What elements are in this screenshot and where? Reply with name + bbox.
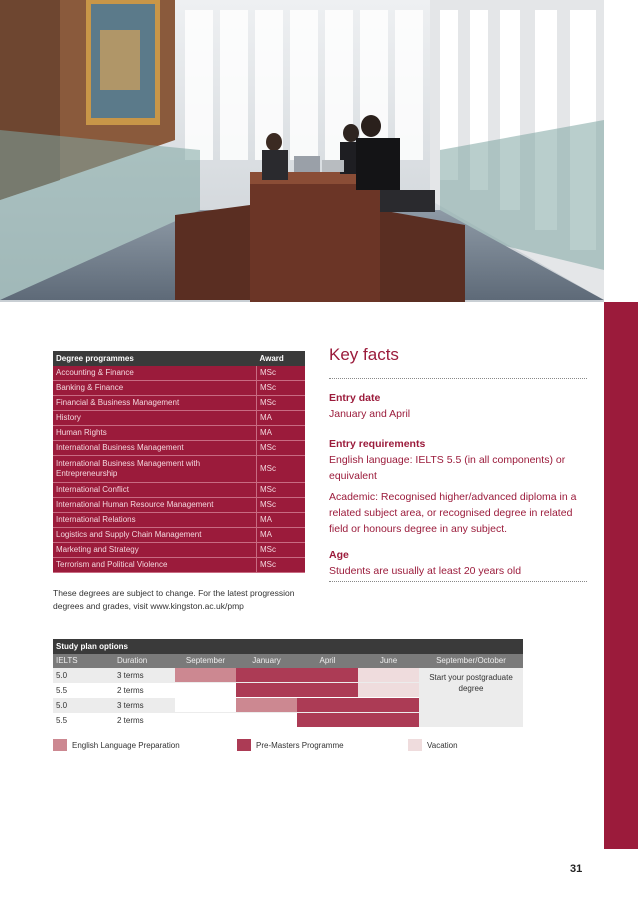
programme-cell: International Business Management [53,441,257,456]
legend-pmp-label: Pre-Masters Programme [256,740,344,750]
col-january: January [252,656,281,665]
table-header-row [53,351,305,366]
programme-cell: Logistics and Supply Chain Management [53,528,257,543]
col-april: April [319,656,336,665]
header-award: Award [257,351,306,366]
empty-cell [419,713,523,727]
ielts-cell: 5.5 [56,716,68,725]
age-section [329,547,591,579]
degree-programmes-table [53,351,305,573]
award-cell: MSc [257,483,306,498]
pmp-swatch [237,739,251,751]
table-row [53,366,305,381]
age-value: Students are usually at least 20 years old [329,565,522,577]
pmp-cell [358,713,419,727]
legend-vacation [408,739,458,751]
programme-cell: Terrorism and Political Violence [53,558,257,573]
table-row [53,396,305,411]
pmp-cell [297,713,358,727]
age-heading: Age [329,549,349,561]
award-cell: MA [257,513,306,528]
table-row [53,498,305,513]
study-plan-columns [53,654,523,668]
hero-photo [0,0,604,302]
empty-cell [175,683,236,697]
pmp-cell [236,668,297,682]
programme-cell: International Conflict [53,483,257,498]
empty-cell [419,698,523,712]
table-row [53,543,305,558]
programme-cell: Marketing and Strategy [53,543,257,558]
table-row [53,411,305,426]
plan-row [53,698,523,713]
entry-requirements-heading: Entry requirements [329,438,426,450]
empty-cell [175,713,236,727]
table-row [53,426,305,441]
empty-cell [175,698,236,712]
award-cell: MA [257,426,306,441]
programme-cell: Accounting & Finance [53,366,257,381]
study-plan-table [53,639,523,728]
divider [329,581,587,582]
table-row [53,456,305,483]
entry-date-value: January and April [329,408,411,420]
legend-pmp [237,739,344,751]
page-number: 31 [570,863,583,875]
entry-requirements-section [329,436,591,537]
study-plan-title: Study plan options [53,639,523,654]
elp-cell [236,698,297,712]
entry-requirements-english: English language: IELTS 5.5 (in all components) or equivalent [329,454,566,482]
table-row [53,528,305,543]
col-duration: Duration [117,656,148,665]
award-cell: MSc [257,558,306,573]
col-june: June [379,656,398,665]
table-row [53,441,305,456]
ielts-cell: 5.0 [56,701,68,710]
programme-cell: Banking & Finance [53,381,257,396]
brand-side-bar [604,302,638,849]
pmp-cell [358,698,419,712]
col-ielts: IELTS [56,656,78,665]
duration-cell: 2 terms [117,686,144,695]
award-cell: MSc [257,456,306,483]
pmp-cell [297,683,358,697]
start-postgraduate-box: Start your postgraduate degree [419,668,523,698]
award-cell: MSc [257,543,306,558]
programme-cell: History [53,411,257,426]
key-facts-title: Key facts [329,345,399,364]
programme-cell: International Business Management with Entrepreneurship [53,456,257,483]
award-cell: MSc [257,498,306,513]
award-cell: MSc [257,366,306,381]
award-cell: MA [257,528,306,543]
programme-cell: International Relations [53,513,257,528]
programme-cell: Financial & Business Management [53,396,257,411]
col-september: September [185,656,226,665]
vacation-swatch [408,739,422,751]
award-cell: MSc [257,396,306,411]
table-row [53,558,305,573]
vacation-cell [358,683,419,697]
award-cell: MSc [257,381,306,396]
table-row [53,483,305,498]
entry-date-section [329,390,591,422]
pmp-cell [297,698,358,712]
vacation-cell [358,668,419,682]
legend-elp [53,739,180,751]
table-row [53,513,305,528]
entry-date-heading: Entry date [329,392,381,404]
header-programme: Degree programmes [53,351,257,366]
legend-elp-label: English Language Preparation [72,740,180,750]
duration-cell: 3 terms [117,701,144,710]
divider [329,378,587,379]
note-text: These degrees are subject to change. For the latest progression degrees and grades, visit www.kingston.ac.uk/pmp [53,588,295,611]
ielts-cell: 5.0 [56,671,68,680]
col-september-october: September/October [436,656,506,665]
ielts-cell: 5.5 [56,686,68,695]
award-cell: MA [257,411,306,426]
award-cell: MSc [257,441,306,456]
legend-vacation-label: Vacation [427,740,458,750]
elp-swatch [53,739,67,751]
side-bar-top [604,0,638,302]
programme-cell: International Human Resource Management [53,498,257,513]
programme-cell: Human Rights [53,426,257,441]
duration-cell: 2 terms [117,716,144,725]
pmp-cell [236,683,297,697]
table-row [53,381,305,396]
empty-cell [236,713,297,727]
degrees-note [53,587,313,613]
elp-cell [175,668,236,682]
entry-requirements-academic: Academic: Recognised higher/advanced diploma in a related subject area, or recognised degree in related field or honours degree in any subject. [329,491,577,535]
plan-row [53,713,523,728]
duration-cell: 3 terms [117,671,144,680]
pmp-cell [297,668,358,682]
